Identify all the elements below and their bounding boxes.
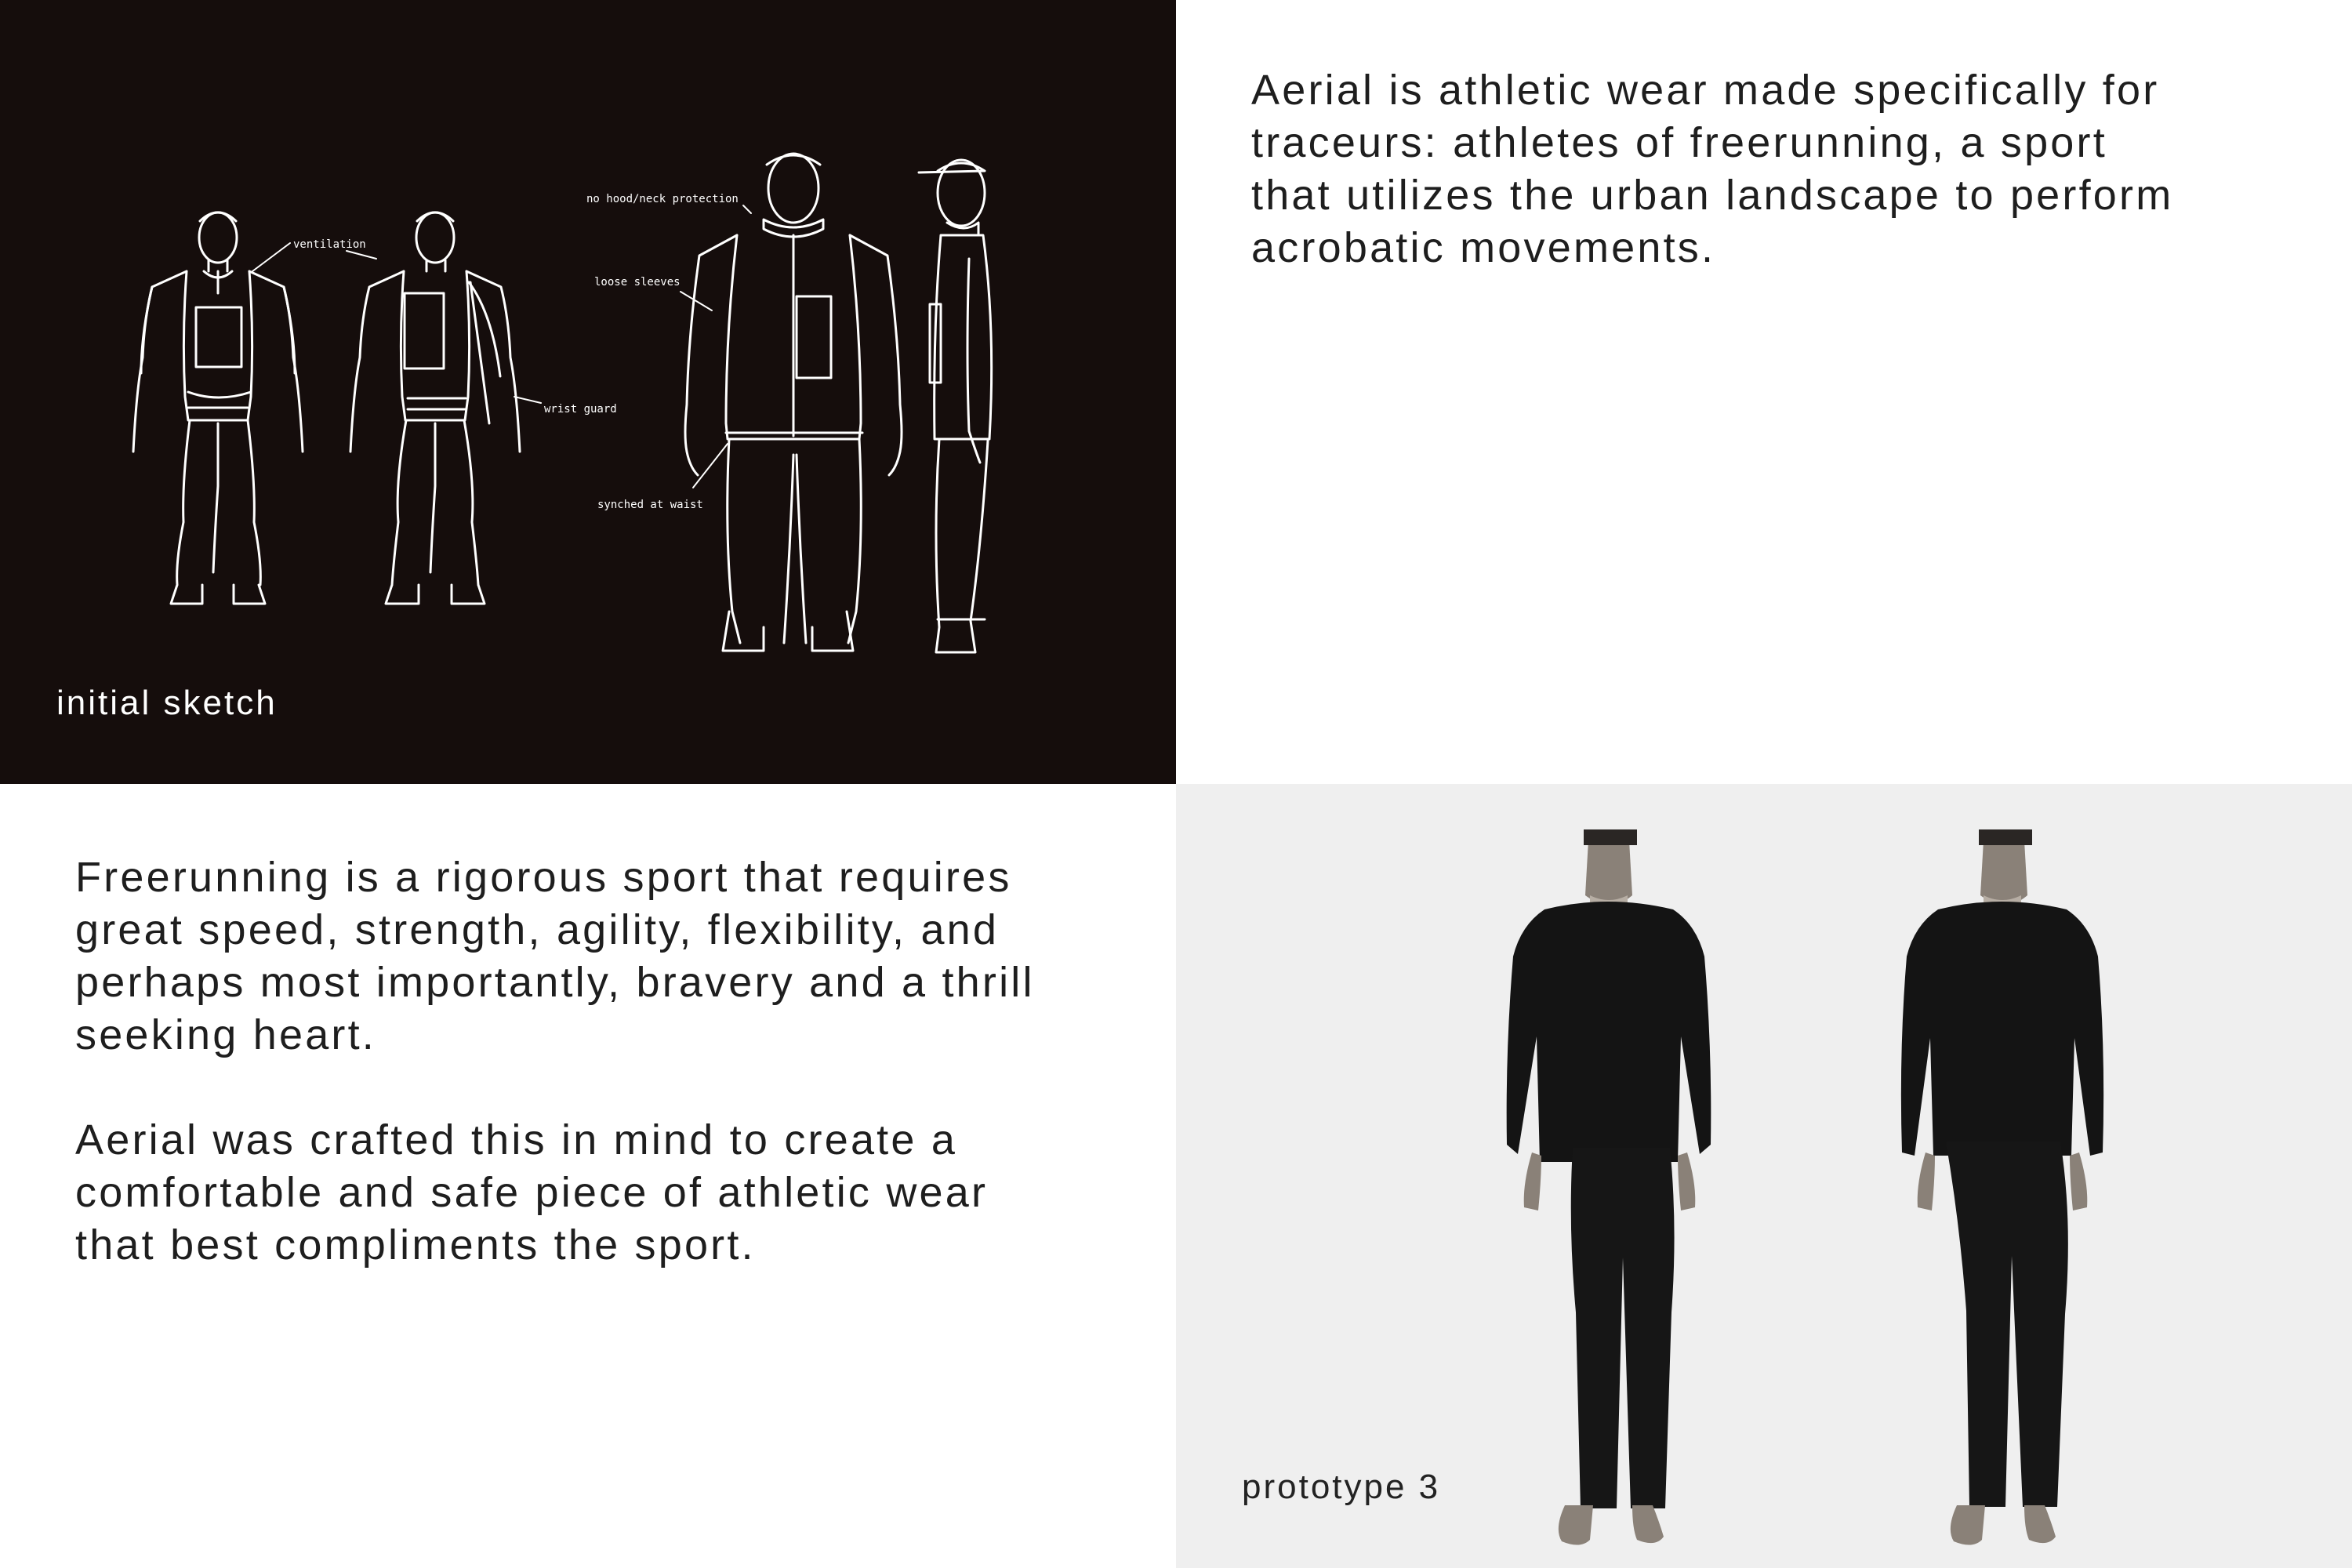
body-text: [75, 851, 1126, 1272]
annotation-ventilation: ventilation: [293, 238, 366, 251]
sketch-caption: initial sketch: [56, 684, 278, 722]
prototype-photo: [1176, 784, 2352, 1568]
body-paragraph-2: [75, 1114, 1126, 1272]
intro-line: that utilizes the urban landscape to perform: [1251, 172, 2174, 219]
body-line: Aerial was crafted this in mind to create a: [75, 1116, 958, 1163]
intro-line: traceurs: athletes of freerunning, a sport: [1251, 119, 2107, 166]
sketch-drawing: [0, 0, 1176, 784]
intro-paragraph: [1251, 64, 2302, 274]
sketch-figure-side: [919, 160, 992, 652]
sketch-figure-front-2: [685, 154, 902, 651]
photo-caption: prototype 3: [1242, 1468, 1441, 1506]
body-line: that best compliments the sport.: [75, 1221, 756, 1269]
annotation-synched-waist: synched at waist: [597, 499, 703, 511]
body-line: seeking heart.: [75, 1011, 377, 1058]
body-line: great speed, strength, agility, flexibility, and: [75, 906, 1000, 953]
annotation-wrist-guard: wrist guard: [544, 403, 617, 416]
sketch-panel: [0, 0, 1176, 784]
photo-panel: [1176, 784, 2352, 1568]
intro-line: acrobatic movements.: [1251, 224, 1716, 271]
model-angle: [1901, 829, 2103, 1545]
body-panel: [0, 784, 1176, 1568]
body-line: comfortable and safe piece of athletic wear: [75, 1169, 989, 1216]
annotation-no-hood: no hood/neck protection: [586, 193, 739, 205]
body-line: Freerunning is a rigorous sport that requires: [75, 854, 1012, 901]
intro-panel: [1176, 0, 2352, 784]
model-front: [1507, 829, 1711, 1545]
sketch-figure-front-1: [133, 212, 303, 604]
sketch-figure-back-1: [350, 212, 520, 604]
annotation-loose-sleeves: loose sleeves: [594, 276, 681, 289]
intro-line: Aerial is athletic wear made specifically for: [1251, 67, 2160, 114]
body-paragraph-1: [75, 851, 1126, 1062]
body-line: perhaps most importantly, bravery and a thrill: [75, 959, 1035, 1006]
